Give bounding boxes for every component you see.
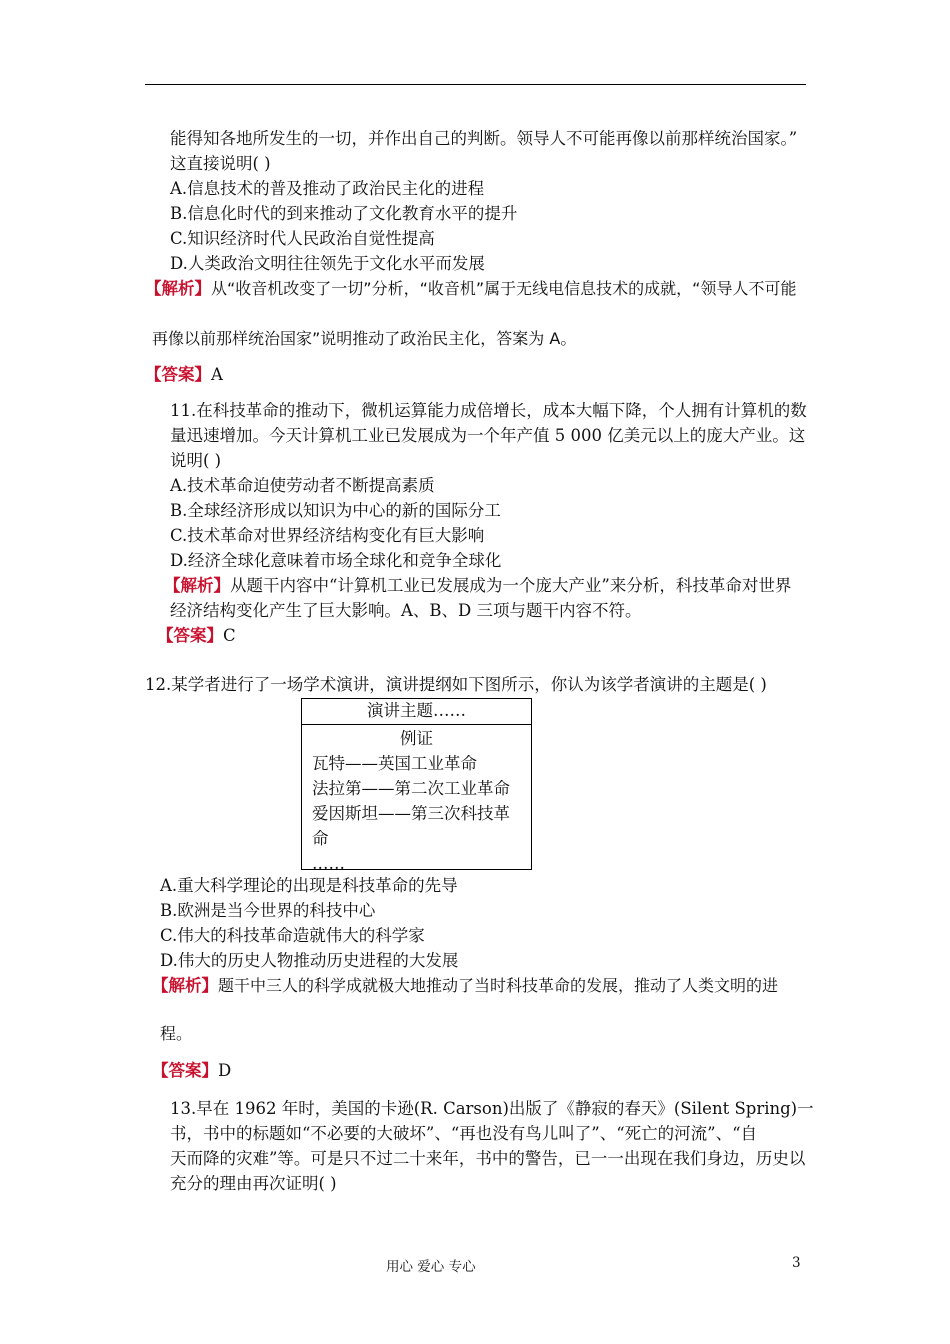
q10-analysis-line1: 从“收音机改变了一切”分析，“收音机”属于无线电信息技术的成就，“领导人不可能 (211, 279, 797, 298)
q11-option-b: B.全球经济形成以知识为中心的新的国际分工 (170, 501, 501, 520)
q11-stem-line3: 说明( ) (170, 451, 222, 470)
q10-answer-value: A (211, 365, 223, 384)
q10-option-a: A.信息技术的普及推动了政治民主化的进程 (170, 179, 485, 198)
q10-stem-line2: 这直接说明( ) (170, 154, 271, 173)
q11-analysis (164, 574, 791, 598)
outline-box-item: 瓦特——英国工业革命 (312, 754, 477, 773)
q12-option-d: D.伟大的历史人物推动历史进程的大发展 (160, 951, 459, 970)
q11-answer (157, 624, 236, 648)
analysis-tag: 【解析】 (145, 279, 211, 298)
q11-option-a: A.技术革命迫使劳动者不断提高素质 (170, 476, 435, 495)
q10-option-b: B.信息化时代的到来推动了文化教育水平的提升 (170, 204, 518, 223)
q11-stem-line2: 量迅速增加。今天计算机工业已发展成为一个年产值 5 000 亿美元以上的庞大产业。这 (170, 426, 806, 445)
outline-box (301, 698, 532, 873)
outline-box-item: 命 (312, 829, 329, 848)
q10-analysis-line2: 再像以前那样统治国家”说明推动了政治民主化，答案为 A。 (152, 329, 577, 348)
q12-option-c: C.伟大的科技革命造就伟大的科学家 (160, 926, 425, 945)
q10-stem-line1: 能得知各地所发生的一切，并作出自己的判断。领导人不可能再像以前那样统治国家。” (170, 129, 798, 148)
q13-stem-line3: 天而降的灾难”等。可是只不过二十来年，书中的警告，已一一出现在我们身边，历史以 (170, 1149, 806, 1168)
q12-answer (152, 1059, 231, 1083)
q12-stem: 12.某学者进行了一场学术演讲，演讲提纲如下图所示，你认为该学者演讲的主题是( ) (145, 675, 767, 694)
page-number: 3 (792, 1255, 801, 1271)
q11-analysis-line2: 经济结构变化产生了巨大影响。A、B、D 三项与题干内容不符。 (170, 601, 642, 620)
answer-tag: 【答案】 (145, 365, 211, 384)
q13-stem-line4: 充分的理由再次证明( ) (170, 1174, 337, 1193)
outline-box-item: …… (312, 854, 345, 873)
analysis-tag: 【解析】 (164, 576, 230, 595)
q12-answer-value: D (218, 1061, 232, 1080)
outline-box-header: 演讲主题…… (302, 699, 531, 725)
outline-box-item: 法拉第——第二次工业革命 (312, 779, 510, 798)
outline-box-title: 例证 (400, 729, 433, 748)
q12-analysis-line1: 题干中三人的科学成就极大地推动了当时科技革命的发展，推动了人类文明的进 (218, 976, 779, 995)
answer-tag: 【答案】 (152, 1061, 218, 1080)
q12-analysis-line2: 程。 (160, 1024, 193, 1043)
q13-stem-line1: 13.早在 1962 年时，美国的卡逊(R. Carson)出版了《静寂的春天》(Silent Spring)一 (170, 1099, 814, 1118)
analysis-tag: 【解析】 (152, 976, 218, 995)
answer-tag: 【答案】 (157, 626, 223, 645)
outline-box-item: 爱因斯坦——第三次科技革 (312, 804, 510, 823)
q10-option-c: C.知识经济时代人民政治自觉性提高 (170, 229, 435, 248)
q10-option-d: D.人类政治文明往往领先于文化水平而发展 (170, 254, 485, 273)
q11-answer-value: C (223, 626, 236, 645)
q13-stem-line2: 书，书中的标题如“不必要的大破坏”、“再也没有鸟儿叫了”、“死亡的河流”、“自 (170, 1124, 758, 1143)
q11-stem-line1: 11.在科技革命的推动下，微机运算能力成倍增长，成本大幅下降，个人拥有计算机的数 (170, 401, 807, 420)
q10-analysis (145, 277, 796, 301)
q11-option-c: C.技术革命对世界经济结构变化有巨大影响 (170, 526, 485, 545)
page-footer: 用心 爱心 专心 (386, 1259, 476, 1275)
q12-analysis (152, 974, 778, 998)
q11-analysis-line1: 从题干内容中“计算机工业已发展成为一个庞大产业”来分析，科技革命对世界 (230, 576, 792, 595)
q11-option-d: D.经济全球化意味着市场全球化和竞争全球化 (170, 551, 502, 570)
q12-option-b: B.欧洲是当今世界的科技中心 (160, 901, 376, 920)
q12-option-a: A.重大科学理论的出现是科技革命的先导 (160, 876, 458, 895)
q10-answer (145, 363, 223, 387)
header-rule (145, 84, 806, 85)
